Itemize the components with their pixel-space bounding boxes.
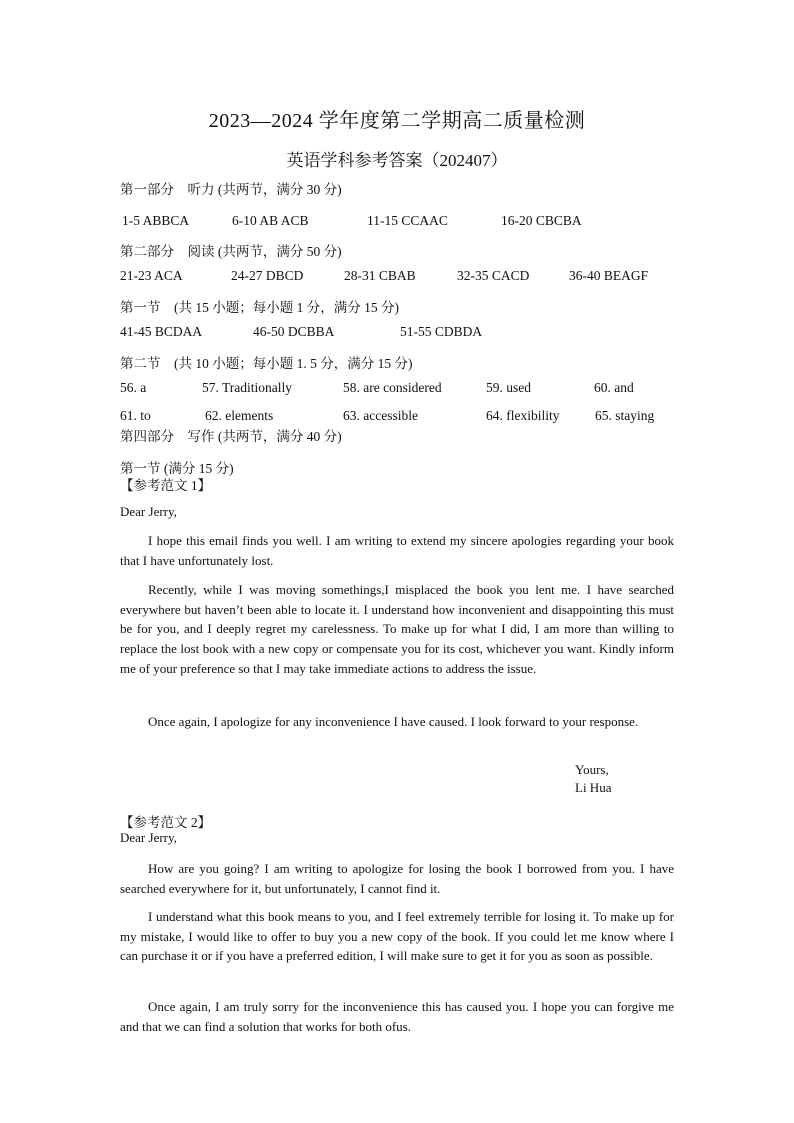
sample2-paragraph: How are you going? I am writing to apologize for losing the book I borrowed from you. I have searched everywhere for it, but unfortunately, I cannot find it. [120,861,674,896]
sample2-paragraph: Once again, I am truly sorry for the inconvenience this has caused you. I hope you can forgive me and that we can find a solution that works for both ofus. [120,999,674,1034]
answer-group: 41-45 BCDAA [120,324,203,339]
answer-group: 32-35 CACD [457,268,530,283]
part4-section1-heading: 第一节 (满分 15 分) [120,461,234,476]
part3-section1-heading: 第一节 (共 15 小题；每小题 1 分，满分 15 分) [120,300,399,315]
sample1-paragraph: Recently, while I was moving somethings,I misplaced the book you lent me. I have searched everywhere but haven’t been able to locate it. I understand how inconvenient and disappointing this must be for you, and I deeply regret my carelessness. To make up for what I did, I am more than willing to replace the lost book with a new copy or compensate you for its cost, whichever you want. Kindly inform me of your preference so that I may take immediate actions to address the issue. [120,582,674,676]
answer-item: 56. a [120,380,147,395]
sample1-paragraph: Once again, I apologize for any inconvenience I have caused. I look forward to your response. [148,714,639,729]
answer-group: 11-15 CCAAC [367,213,448,228]
answer-group: 51-55 CDBDA [400,324,483,339]
answer-group: 21-23 ACA [120,268,183,283]
answer-group: 6-10 AB ACB [232,213,309,228]
sample1-closing: Yours, [575,762,609,777]
part1-heading: 第一部分 听力 (共两节，满分 30 分) [120,182,342,197]
part4-heading: 第四部分 写作 (共两节，满分 40 分) [120,429,342,444]
sample1-paragraph: I hope this email finds you well. I am writing to extend my sincere apologies regarding your book that I have unfortunately lost. [120,533,674,568]
answer-item: 62. elements [205,408,274,423]
page-subtitle: 英语学科参考答案（202407） [286,151,508,170]
part3-section2-heading: 第二节 (共 10 小题；每小题 1. 5 分，满分 15 分) [120,356,413,371]
answer-item: 64. flexibility [486,408,560,423]
part2-heading: 第二部分 阅读 (共两节，满分 50 分) [120,244,342,259]
answer-item: 58. are considered [343,380,442,395]
sample1-signature: Li Hua [575,780,612,795]
sample2-label: 【参考范文 2】 [120,815,212,830]
answer-item: 57. Traditionally [202,380,293,395]
answer-group: 24-27 DBCD [231,268,304,283]
answer-group: 1-5 ABBCA [122,213,190,228]
answer-item: 59. used [486,380,531,395]
answer-group: 46-50 DCBBA [253,324,335,339]
answer-item: 61. to [120,408,151,423]
sample2-greeting: Dear Jerry, [120,830,177,845]
answer-item: 63. accessible [343,408,418,423]
answer-item: 60. and [594,380,634,395]
sample1-greeting: Dear Jerry, [120,504,177,519]
sample1-label: 【参考范文 1】 [120,478,212,493]
page-title: 2023—2024 学年度第二学期高二质量检测 [208,110,586,132]
sample2-paragraph: I understand what this book means to you, and I feel extremely terrible for losing it. To make up for my mistake, I would like to offer to buy you a new copy of the book. If you could let me know where I can purchase it or if you have a preferred edition, I will make sure to get it for you as soon as possible. [120,909,674,964]
answer-group: 28-31 CBAB [344,268,416,283]
answer-group: 36-40 BEAGF [569,268,649,283]
answer-group: 16-20 CBCBA [501,213,582,228]
answer-item: 65. staying [595,408,655,423]
